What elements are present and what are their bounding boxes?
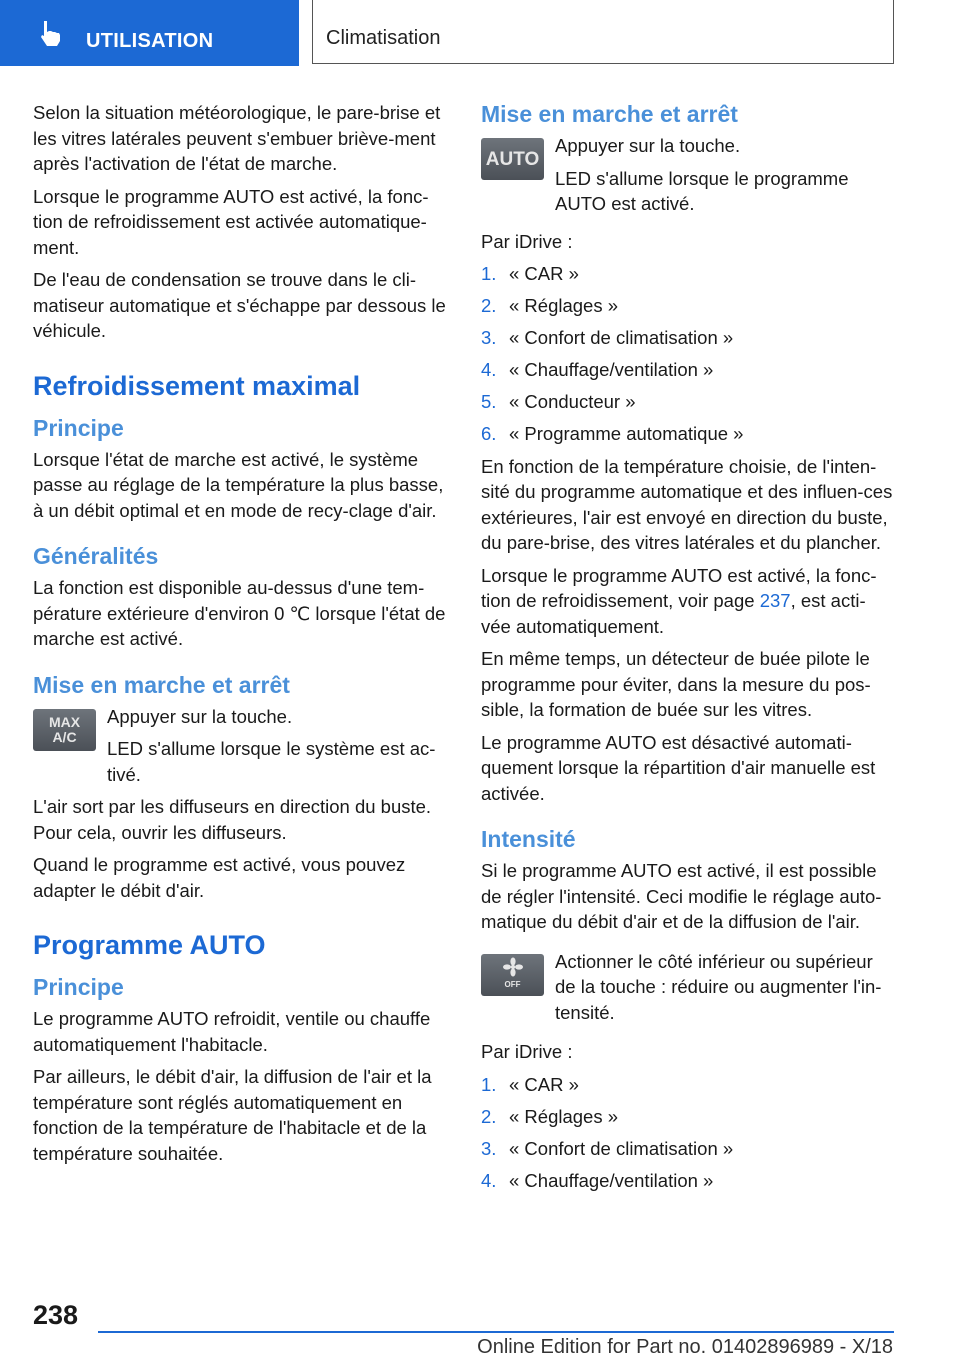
idrive-label-2: Par iDrive :: [481, 1041, 573, 1063]
heading-refroidissement-maximal: Refroidissement maximal: [33, 370, 361, 401]
subheading-principe-2: Principe: [33, 974, 124, 1000]
intro-paragraph-2: Lorsque le programme AUTO est activé, la fonc-tion de refroidissement est activée automatique-ment.: [33, 185, 429, 258]
list-item: 2. « Réglages »: [481, 1105, 619, 1127]
intensite-instruction: [481, 949, 893, 1026]
desactive-paragraph: Le programme AUTO est désactivé automati-quement lorsque la répartition d'air manuelle est activée.: [481, 731, 876, 804]
auto-text-1: Appuyer sur la touche.: [555, 135, 741, 156]
subheading-principe-1: Principe: [33, 414, 124, 441]
section-tab-label: UTILISATION: [86, 30, 214, 52]
list-item: 4. « Chauffage/ventilation »: [481, 359, 714, 381]
list-item: 1. « CAR »: [481, 263, 579, 284]
page-number: 238: [33, 1300, 79, 1330]
maxac-instruction: [33, 704, 447, 788]
intensite-btn-text: Actionner le côté inférieur ou supérieur de la touche : réduire ou augmenter l'in-tensité.: [555, 950, 882, 1023]
heading-programme-auto: Programme AUTO: [33, 930, 266, 960]
generalites-text: La fonction est disponible au-dessus d'une tem-pérature extérieure d'environ 0 ℃ lorsque l'état de marche est activé.: [33, 577, 446, 649]
maxac-text-1: Appuyer sur la touche.: [107, 705, 293, 727]
auto-button-icon: AUTO: [481, 138, 544, 180]
list-item: 2. « Réglages »: [481, 295, 619, 317]
fonction-paragraph: En fonction de la température choisie, de l'inten-sité du programme automatique et des influen-ces extérieures, l'air est envoyé en direction du buste, du pare-brise, des vitres latérales et du plancher.: [481, 455, 893, 554]
right-column: [481, 100, 893, 1200]
section-tab[interactable]: [0, 0, 299, 66]
refroidissement-paragraph: Lorsque le programme AUTO est activé, la fonc-tion de refroidissement, voir page 237, est acti-vée automatiquement.: [481, 564, 877, 637]
auto-instruction: [481, 133, 893, 217]
auto-text-2: LED s'allume lorsque le programme AUTO est activé.: [555, 167, 849, 214]
edition-text: Online Edition for Part no. 01402896989 - X/18: [477, 1336, 893, 1358]
maxac-after-2: Quand le programme est activé, vous pouvez adapter le débit d'air.: [33, 854, 406, 901]
idrive-steps-1: [481, 261, 893, 447]
maxac-text-2: LED s'allume lorsque le système est ac-tivé.: [107, 738, 436, 785]
list-item: 1. « CAR »: [481, 1073, 579, 1095]
intensite-text: Si le programme AUTO est activé, il est possible de régler l'intensité. Ceci modifie le réglage auto-matique du débit d'air et de la diffusion de l'air.: [481, 860, 882, 933]
footer-rule: [98, 1331, 894, 1333]
principe-2-text-2: Par ailleurs, le débit d'air, la diffusion de l'air et la température sont réglés automatiquement en fonction de la température de l'habitacle et de la température souhaitée.: [33, 1066, 432, 1164]
chapter-title: Climatisation: [326, 27, 441, 49]
idrive-steps-2: [481, 1072, 893, 1194]
max-ac-button-icon: MAX A/C: [33, 709, 96, 751]
intensity-button-icon: OFF: [481, 954, 544, 996]
subheading-mise-en-marche-right: Mise en marche et arrêt: [481, 101, 738, 127]
left-column: [33, 100, 447, 1173]
subheading-mise-en-marche-left: Mise en marche et arrêt: [33, 671, 290, 698]
fan-icon: [502, 957, 524, 977]
list-item: 6. « Programme automatique »: [481, 423, 744, 445]
list-item: 3. « Confort de climatisation »: [481, 327, 734, 349]
idrive-label-1: Par iDrive :: [481, 230, 573, 252]
subheading-intensite: Intensité: [481, 826, 576, 853]
buee-paragraph: En même temps, un détecteur de buée pilote le programme pour éviter, dans la mesure du pos-sible, la formation de buée sur les vitres.: [481, 648, 871, 721]
list-item: 3. « Confort de climatisation »: [481, 1137, 734, 1159]
list-item: 5. « Conducteur »: [481, 391, 636, 413]
principe-1-text: Lorsque l'état de marche est activé, le système passe au réglage de la température la plus basse, à un débit optimal et en mode de recy-clage d'air.: [33, 448, 444, 521]
principe-2-text-1: Le programme AUTO refroidit, ventile ou chauffe automatiquement l'habitacle.: [33, 1008, 431, 1055]
intro-paragraph-3: De l'eau de condensation se trouve dans le cli-matiseur automatique et s'échappe par dessous le véhicule.: [33, 269, 446, 341]
hand-pointer-icon: [36, 18, 66, 48]
list-item: 4. « Chauffage/ventilation »: [481, 1169, 714, 1191]
subheading-generalites: Généralités: [33, 543, 159, 569]
page-link-237[interactable]: 237: [759, 590, 791, 612]
intro-paragraph-1: Selon la situation météorologique, le pare-brise et les vitres latérales peuvent s'embuer briève-ment après l'activation de l'état de marche.: [33, 102, 441, 174]
maxac-after-1: L'air sort par les diffuseurs en direction du buste. Pour cela, ouvrir les diffuseurs.: [33, 796, 432, 843]
